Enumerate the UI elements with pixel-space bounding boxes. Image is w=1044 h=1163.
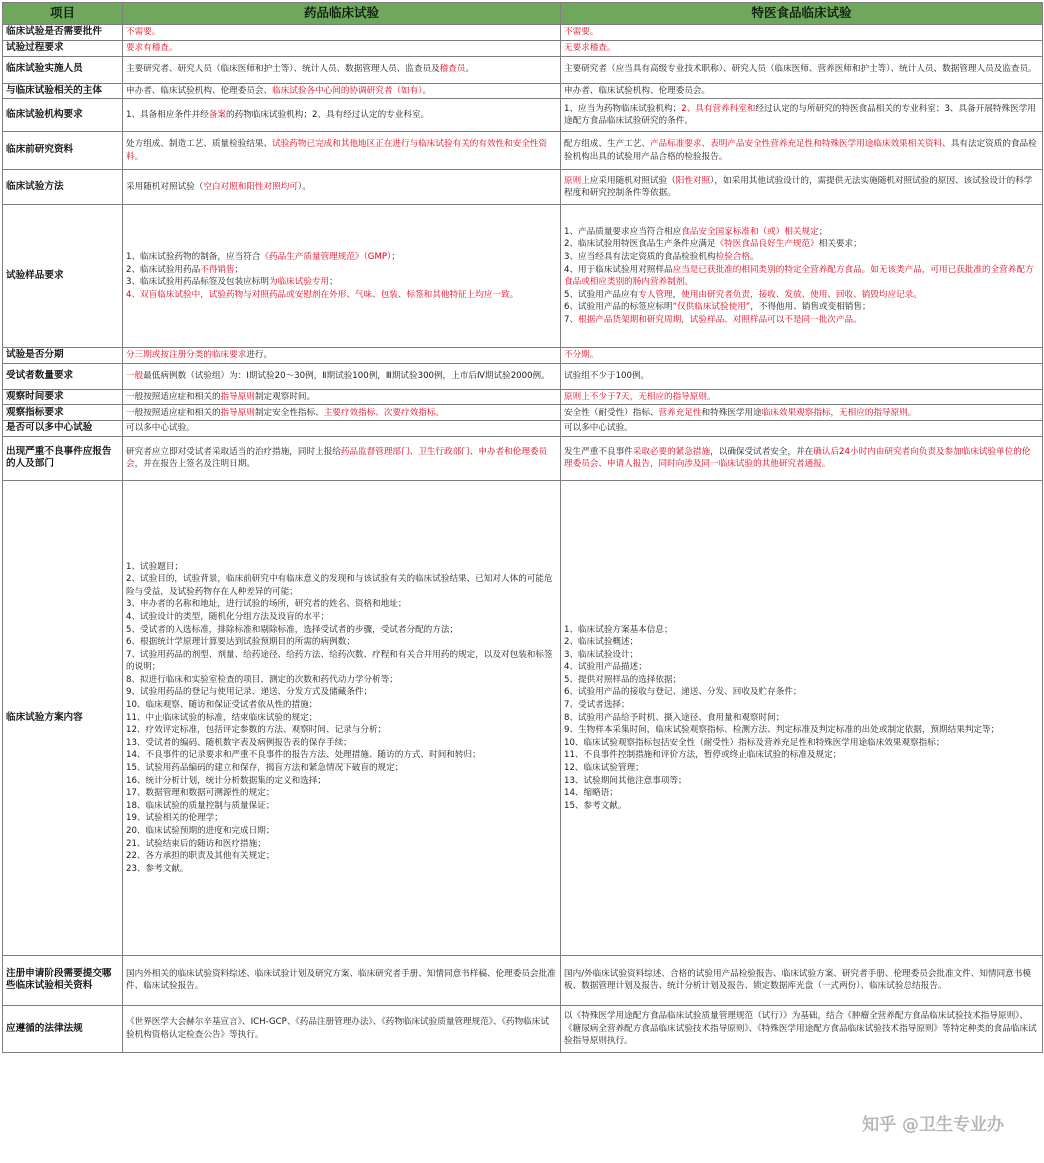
cell-text-segment: 处方组成、制造工艺、质量检验结果、	[126, 139, 273, 150]
cell-text-segment: 主要研究者（应当具有高级专业技术职称）、研究人员（临床医师、营养医师和护士等）、统计人员、数据管理人员及监查员。	[564, 64, 1037, 75]
header-drug-trial: 药品临床试验	[123, 3, 561, 25]
row-label: 应遵循的法律法规	[3, 1005, 123, 1052]
cell-text-segment: 2、具有营养科室和	[681, 103, 756, 114]
table-body	[3, 25, 1043, 1053]
cell-text-segment: 1、试验题目； 2、试验目的，试验背景，临床前研究中有临床意义的发现和与该试验有关的临床试验结果、已知对人体的可能危险与受益，及试验药物存在人种差异的可能； 3、申办者的名称和地址，进行试验的场所，研究者的姓名、资格和地址； 4、试验设计的类型，随机化分组方法及设盲的水平； 5、受试者的入选标准，排除标准和剔除标准，选择受试者的步骤，受试者分配的方法； 6、根据统计学原理计算要达到试验预期目的所需的病例数； 7、试验用药品的剂型、剂量、给药途径、给药方法、给药次数、疗程和有关合并用药的规定，以及对包装和标签的说明； 8、拟进行临床和实验室检查的项目、测定的次数和药代动力学分析等； 9、试验用药品的登记与使用记录、递送、分发方式及储藏条件； 10、临床观察、随访和保证受试者依从性的措施； 11、中止临床试验的标准，结束临床试验的规定； 12、疗效评定标准，包括评定参数的方法、观察时间、记录与分析； 13、受试者的编码、随机数字表及病例报告表的保存手续； 14、不良事件的记录要求和严重不良事件的报告方法、处理措施、随访的方式、时间和转归； 15、试验用药品编码的建立和保存，揭盲方法和紧急情况下破盲的规定； 16、统计分析计划，统计分析数据集的定义和选择； 17、数据管理和数据可溯源性的规定； 18、临床试验的质量控制与质量保证； 19、试验相关的伦理学； 20、临床试验预期的进度和完成日期； 21、试验结束后的随访和医疗措施； 22、各方承担的职责及其他有关规定； 23、参考文献。	[126, 561, 553, 874]
drug-trial-cell	[123, 40, 561, 56]
cell-text-segment: 国内/外临床试验资料综述、合格的试验用产品检验报告、临床试验方案、研究者手册、伦理委员会批准文件、知情同意书模板、数据管理计划及报告、统计分析计划及报告、锁定数据库光盘（一式两份）、临床试验总结报告。	[564, 968, 1031, 992]
drug-trial-cell	[123, 170, 561, 205]
cell-text-segment: 相关要求； 3、应当经具有法定资质的食品检验机构	[564, 239, 862, 262]
cell-text-segment: 主要疗效指标、次要疗效指标。	[323, 407, 445, 418]
cell-text-segment: ； 3、临床试验用药品标签及包装应标明	[126, 264, 269, 288]
drug-trial-cell	[123, 83, 561, 99]
cell-text-segment: ，	[672, 289, 682, 300]
table-row	[3, 99, 1043, 132]
cell-text-segment: 应当是已获批准的相同类别的特定全营养配方食品。如无该类产品，可用已获批准的全营养配方食品或相应类别的肠内营养制剂。	[564, 264, 1034, 288]
cell-text-segment: 1、具备相应条件并经	[126, 109, 209, 120]
table-row	[3, 56, 1043, 83]
row-label: 临床试验是否需要批件	[3, 25, 123, 41]
cell-text-segment: 原则上	[564, 175, 590, 186]
food-trial-cell	[561, 170, 1043, 205]
food-trial-cell	[561, 421, 1043, 437]
cell-text-segment: 采取必要的紧急措施	[632, 446, 711, 457]
food-trial-cell	[561, 25, 1043, 41]
cell-text-segment: 4、双盲临床试验中，试验药物与对照药品或安慰剂在外形、气味、包装、标签和其他特征上均应一致。	[126, 289, 519, 300]
cell-text-segment: ，并在报告上签名及注明日期。	[134, 459, 255, 470]
drug-trial-cell	[123, 1005, 561, 1052]
cell-text-segment: ； 2、临床试验用药品	[126, 252, 400, 275]
drug-trial-cell	[123, 480, 561, 955]
cell-text-segment: 产品标准要求、表明产品安全性营养充足性和特殊医学用途临床效果相关资料	[649, 139, 943, 150]
cell-text-segment: 一般按照适应症和相关的	[126, 391, 221, 402]
drug-trial-cell	[123, 405, 561, 421]
cell-text-segment: ；	[329, 277, 338, 288]
cell-text-segment: 一般按照适应症和相关的	[126, 407, 221, 418]
cell-text-segment: 临床试验各中心间的协调研究者（如有）。	[272, 85, 432, 96]
cell-text-segment: 的药物临床试验机构；2、具有经过认定的专业科室。	[226, 109, 430, 120]
table-row	[3, 389, 1043, 405]
drug-trial-cell	[123, 99, 561, 132]
cell-text-segment: 一般	[126, 370, 144, 381]
drug-trial-cell	[123, 363, 561, 389]
cell-text-segment: 申办者、临床试验机构、伦理委员会、	[126, 85, 273, 96]
cell-text-segment: 确认后24小时内由研究者向负责及参加临床试验单位的伦理委员会、申请人报告，同时向涉及同一临床试验的其他研究者通报。	[564, 446, 1031, 470]
table-row	[3, 405, 1043, 421]
cell-text-segment: 使用由研究者负责，接收、发放、使用、回收、销毁均应记录	[681, 289, 914, 300]
cell-text-segment: 《特医食品良好生产规范》	[715, 239, 819, 250]
header-row	[3, 3, 1043, 25]
cell-text-segment: 配方组成、生产工艺、	[564, 139, 650, 150]
cell-text-segment: 空白对照和阳性对照均可	[203, 181, 298, 192]
cell-text-segment: 指导原则	[220, 407, 255, 418]
table-row	[3, 132, 1043, 170]
cell-text-segment: 不分期。	[564, 350, 599, 361]
row-label: 与临床试验相关的主体	[3, 83, 123, 99]
row-label: 试验样品要求	[3, 205, 123, 348]
row-label: 试验过程要求	[3, 40, 123, 56]
cell-text-segment: 采用随机对照试验（	[126, 181, 204, 192]
cell-text-segment: ），如采用其他试验设计的，需提供无法实施随机对照试验的原因、该试验设计的科学程度和研究控制条件等依据。	[564, 175, 1033, 199]
cell-text-segment: 指导原则	[220, 391, 255, 402]
table-row	[3, 480, 1043, 955]
cell-text-segment: ，不得他用、销售或变相销售； 7、	[564, 302, 871, 325]
cell-text-segment: 营养充足性	[658, 407, 702, 418]
food-trial-cell	[561, 56, 1043, 83]
cell-text-segment: 经过认定的与所研究的特医食品相关的专业科室；3、具备开展特殊医学用途配方食品临床试验研究的条件。	[564, 103, 1036, 127]
drug-trial-cell	[123, 56, 561, 83]
food-trial-cell	[561, 40, 1043, 56]
cell-text-segment: 、具有法定资质的食品检验机构出具的试验用产品合格的检验报告。	[564, 139, 1037, 162]
row-label: 临床试验方法	[3, 170, 123, 205]
cell-text-segment: 应采用随机对照试验（	[589, 175, 676, 186]
cell-text-segment: 阳性对照	[675, 175, 711, 186]
cell-text-segment: 进行。	[246, 350, 273, 361]
table-row	[3, 436, 1043, 480]
cell-text-segment: 稽查员	[439, 64, 466, 75]
table-row	[3, 363, 1043, 389]
food-trial-cell	[561, 955, 1043, 1005]
table-row	[3, 83, 1043, 99]
cell-text-segment: 可以多中心试验。	[564, 423, 633, 434]
row-label: 试验是否分期	[3, 348, 123, 364]
cell-text-segment: 《药品生产质量管理规范》（GMP）	[260, 252, 392, 262]
food-trial-cell	[561, 83, 1043, 99]
row-label: 临床试验机构要求	[3, 99, 123, 132]
row-label: 观察时间要求	[3, 389, 123, 405]
cell-text-segment: 要求有稽查。	[126, 42, 178, 53]
cell-text-segment: 试验组不少于100例。	[564, 370, 650, 381]
cell-text-segment: ）。	[297, 181, 311, 192]
food-trial-cell	[561, 389, 1043, 405]
food-trial-cell	[561, 363, 1043, 389]
cell-text-segment: 《世界医学大会赫尔辛基宣言》、ICH-GCP、《药品注册管理办法》、《药物临床试验质量管理规范》、《药物临床试验机构资格认定检查公告》等执行。	[126, 1017, 549, 1040]
cell-text-segment: 主要研究者、研究人员（临床医师和护士等）、统计人员、数据管理人员、监查员及	[126, 64, 440, 75]
cell-text-segment: 为临床试验专用	[268, 277, 330, 288]
cell-text-segment: 食品安全国家标准和（或）相关规定	[681, 226, 819, 237]
cell-text-segment: 临床效果观察指标，无相应的指导原则。	[761, 407, 917, 418]
cell-text-segment: 发生严重不良事件	[564, 446, 633, 457]
cell-text-segment: 国内外相关的临床试验资料综述、临床试验计划及研究方案、临床研究者手册、知情同意书样稿、伦理委员会批准件、临床试验报告。	[126, 968, 556, 992]
row-label: 临床前研究资料	[3, 132, 123, 170]
cell-text-segment: 研究者应立即对受试者采取适当的治疗措施，同时上报给	[126, 446, 341, 457]
cell-text-segment: 根据产品货架期和研究周期，试验样品、对照样品可以不是同一批次产品。	[578, 314, 862, 325]
cell-text-segment: 可以多中心试验。	[126, 423, 195, 434]
table-row	[3, 348, 1043, 364]
table-row	[3, 205, 1043, 348]
food-trial-cell	[561, 1005, 1043, 1052]
cell-text-segment: 1、应当为药物临床试验机构；	[564, 103, 682, 114]
cell-text-segment: 不需要。	[126, 27, 161, 37]
table-row	[3, 40, 1043, 56]
cell-text-segment: 1、临床试验方案基本信息； 2、临床试验概述； 3、临床试验设计； 4、试验用产品描述； 5、提供对照样品的选择依据； 6、试验用产品的接收与登记、递送、分发、回收及贮存条件； 7、受试者选择； 8、试验用产品给予时机、摄入途径、食用量和观察时间； 9、生物样本采集时间，临床试验观察指标、检测方法、判定标准及判定标准的出处或制定依据，预期结果判定等； 10、临床试验观察指标包括安全性（耐受性）指标及营养充足性和特殊医学用途临床效果观察指标； 11、不良事件控制措施和评价方法，暂停或终止临床试验的标准及规定； 12、临床试验管理； 13、试验期间其他注意事项等； 14、缩略语； 15、参考文献。	[564, 624, 1000, 811]
cell-text-segment: 不得销售	[200, 264, 235, 275]
cell-text-segment: “仅供临床试验使用”	[672, 302, 751, 313]
table-row	[3, 170, 1043, 205]
drug-trial-cell	[123, 132, 561, 170]
table-row	[3, 25, 1043, 41]
cell-text-segment: 和特殊医学用途	[701, 407, 762, 418]
comparison-table	[2, 2, 1043, 1053]
food-trial-cell	[561, 99, 1043, 132]
cell-text-segment: 药品监督管理部门、卫生行政部门、申办者和伦理委员会	[126, 446, 548, 470]
cell-text-segment: 安全性（耐受性）指标、	[564, 407, 659, 418]
row-label: 临床试验实施人员	[3, 56, 123, 83]
cell-text-segment: 申办者、临床试验机构、伦理委员会。	[564, 85, 711, 96]
cell-text-segment: 试验药物已完成和其他地区正在进行与临床试验有关的有效性和安全性资料。	[126, 139, 548, 162]
table-row	[3, 421, 1043, 437]
table-row	[3, 955, 1043, 1005]
row-label: 受试者数量要求	[3, 363, 123, 389]
drug-trial-cell	[123, 436, 561, 480]
drug-trial-cell	[123, 389, 561, 405]
cell-text-segment: 制定安全性指标、	[254, 407, 324, 418]
cell-text-segment: 专人管理	[638, 289, 673, 300]
food-trial-cell	[561, 348, 1043, 364]
food-trial-cell	[561, 405, 1043, 421]
food-trial-cell	[561, 436, 1043, 480]
header-food-trial: 特医食品临床试验	[561, 3, 1043, 25]
row-label: 出现严重不良事件应报告的人及部门	[3, 436, 123, 480]
cell-text-segment: 1、临床试验药物的制备，应当符合	[126, 252, 261, 262]
drug-trial-cell	[123, 955, 561, 1005]
drug-trial-cell	[123, 348, 561, 364]
cell-text-segment: 。	[465, 64, 475, 75]
cell-text-segment: 1、产品质量要求应当符合相应	[564, 226, 682, 237]
food-trial-cell	[561, 205, 1043, 348]
cell-text-segment: 5、试验用产品应有	[564, 289, 639, 300]
food-trial-cell	[561, 132, 1043, 170]
row-label: 是否可以多中心试验	[3, 421, 123, 437]
cell-text-segment: 不需要。	[564, 27, 599, 37]
cell-text-segment: 分三期或按注册分类的临床要求	[126, 350, 247, 361]
row-label: 观察指标要求	[3, 405, 123, 421]
watermark: 知乎 @卫生专业办	[862, 1115, 1004, 1135]
cell-text-segment: ，以确保受试者安全，并在	[710, 446, 814, 457]
row-label: 临床试验方案内容	[3, 480, 123, 955]
header-item: 项目	[3, 3, 123, 25]
table-row	[3, 1005, 1043, 1052]
cell-text-segment: 无要求稽查。	[564, 42, 616, 53]
cell-text-segment: 。 4、用于临床试验用对照样品	[564, 252, 759, 275]
cell-text-segment: 制定观察时间。	[254, 391, 316, 402]
cell-text-segment: 检验合格	[715, 252, 750, 262]
cell-text-segment: ； 2、临床试验用特医食品生产条件应满足	[564, 226, 828, 250]
row-label: 注册申请阶段需要提交哪些临床试验相关资料	[3, 955, 123, 1005]
cell-text-segment: 备案	[208, 109, 227, 120]
cell-text-segment: 原则上不少于7天，无相应的指导原则。	[564, 391, 716, 402]
drug-trial-cell	[123, 421, 561, 437]
cell-text-segment: 以《特殊医学用途配方食品临床试验质量管理规范（试行）》为基础，结合《肿瘤全营养配方食品临床试验技术指导原则》、《糖尿病全营养配方食品临床试验技术指导原则》、《特殊医学用途配方食品临床试验技术指导原则》等特定种类的食品临床试验指导原则执行。	[564, 1011, 1037, 1047]
drug-trial-cell	[123, 205, 561, 348]
food-trial-cell	[561, 480, 1043, 955]
cell-text-segment: 。 6、试验用产品的标签应标明	[564, 289, 922, 313]
drug-trial-cell	[123, 25, 561, 41]
cell-text-segment: 最低病例数（试验组）为：Ⅰ期试验20～30例，Ⅱ期试验100例，Ⅲ期试验300例，上市后Ⅳ期试验2000例。	[143, 370, 550, 381]
